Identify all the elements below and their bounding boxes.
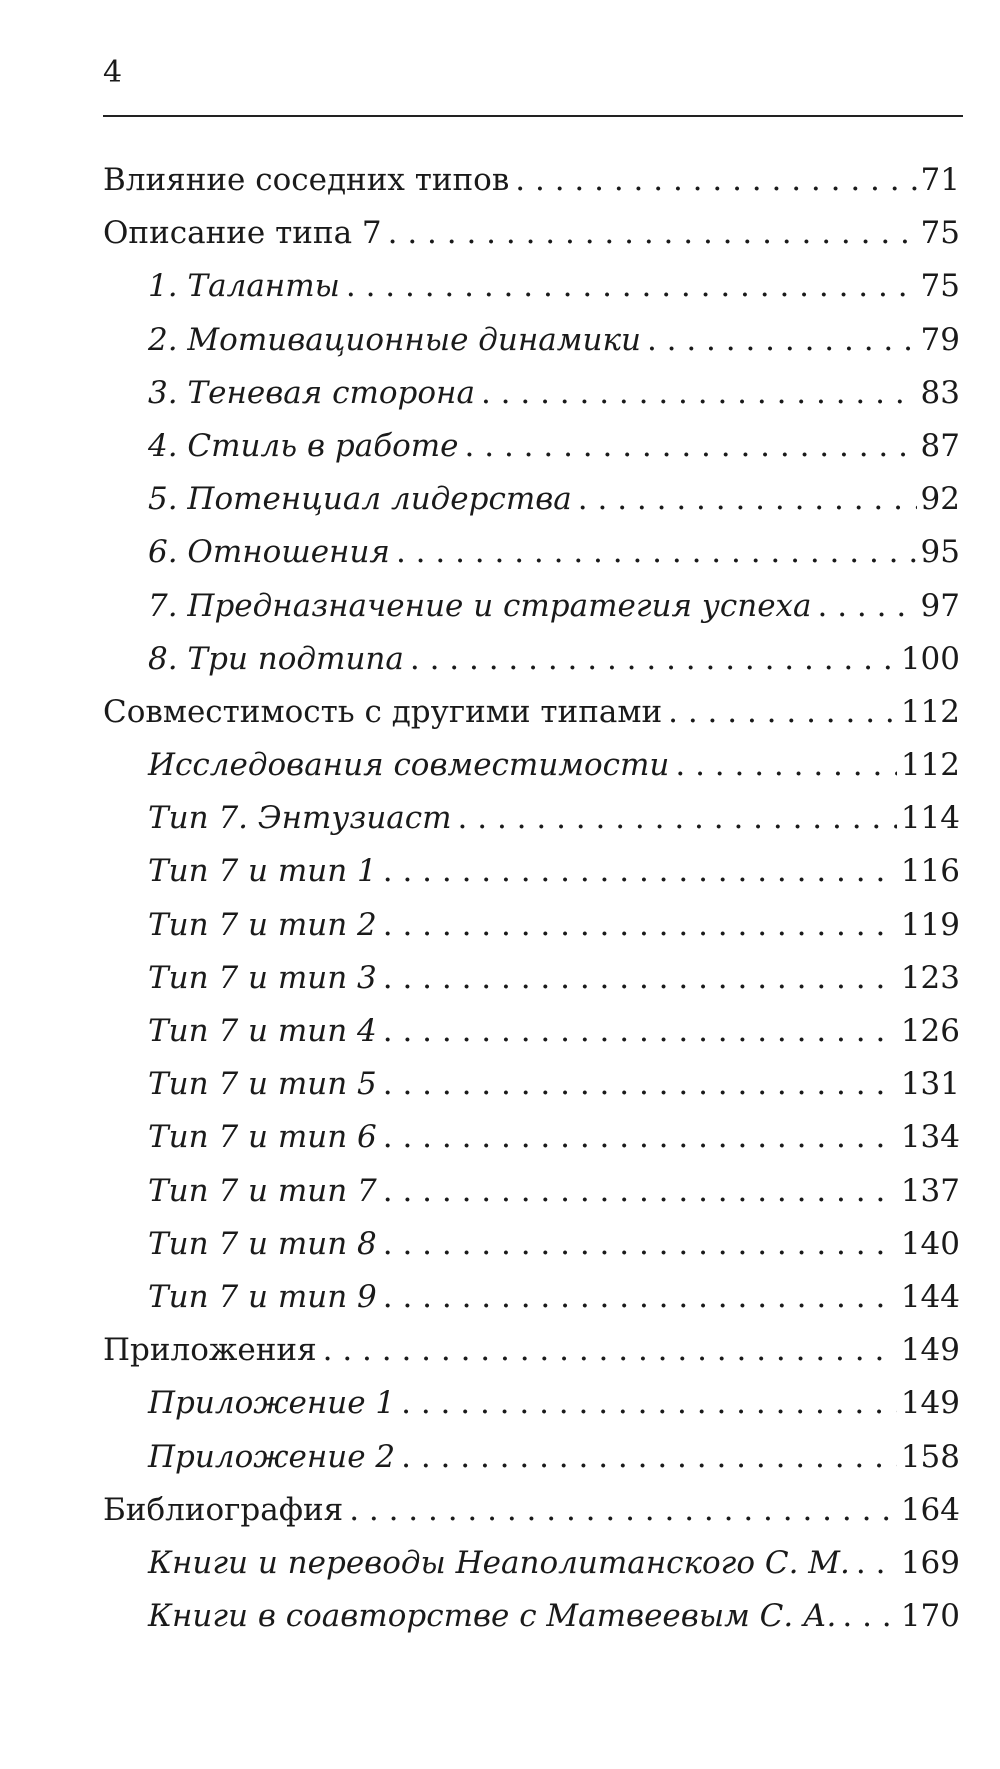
toc-dot-leader (515, 154, 916, 207)
toc-entry[interactable] (103, 1005, 960, 1058)
toc-entry-page-number: 158 (900, 1438, 960, 1475)
toc-entry[interactable] (103, 526, 960, 579)
toc-entry[interactable] (103, 1377, 960, 1430)
toc-entry-title: Библиография (103, 1491, 344, 1528)
toc-entry[interactable] (103, 1218, 960, 1271)
toc-entry-title: Тип 7. Энтузиаст (148, 800, 452, 837)
toc-entry[interactable] (103, 1484, 960, 1537)
toc-dot-leader (383, 952, 897, 1005)
toc-entry[interactable] (103, 207, 960, 260)
toc-entry-title: Влияние соседних типов (103, 162, 510, 198)
toc-entry[interactable] (103, 1058, 960, 1111)
toc-entry-title: Книги в соавторстве с Матвеевым С. А. (148, 1598, 837, 1635)
toc-entry[interactable] (103, 686, 960, 739)
toc-dot-leader (349, 1484, 897, 1537)
table-of-contents (103, 154, 960, 1643)
toc-dot-leader (383, 1111, 897, 1164)
toc-entry-title: 1. Таланты (148, 268, 340, 305)
toc-dot-leader (842, 1590, 896, 1643)
toc-entry-title: Тип 7 и тип 8 (148, 1225, 377, 1262)
toc-entry-title: 3. Теневая сторона (148, 374, 475, 411)
toc-entry-title: Тип 7 и тип 2 (148, 906, 377, 943)
toc-dot-leader (675, 739, 896, 792)
toc-entry[interactable] (103, 473, 960, 526)
toc-entry-page-number: 116 (900, 853, 960, 890)
toc-dot-leader (346, 260, 917, 313)
toc-dot-leader (383, 1165, 897, 1218)
toc-entry-title: 2. Мотивационные динамики (148, 321, 641, 358)
toc-entry-page-number: 137 (900, 1172, 960, 1209)
toc-dot-leader (410, 633, 897, 686)
toc-entry-page-number: 126 (900, 1013, 960, 1049)
toc-entry-page-number: 83 (920, 374, 960, 411)
toc-entry-page-number: 140 (900, 1225, 960, 1262)
toc-entry[interactable] (103, 1431, 960, 1484)
toc-entry[interactable] (103, 739, 960, 792)
page-number: 4 (103, 55, 123, 90)
toc-dot-leader (647, 314, 917, 367)
toc-entry-page-number: 164 (900, 1491, 960, 1528)
toc-entry-title: 5. Потенциал лидерства (148, 481, 572, 518)
toc-entry-title: Тип 7 и тип 5 (148, 1066, 377, 1103)
header-rule (103, 115, 963, 117)
toc-entry-title: Приложение 1 (148, 1385, 396, 1422)
toc-entry-page-number: 149 (900, 1332, 960, 1369)
toc-dot-leader (465, 420, 917, 473)
toc-entry[interactable] (103, 154, 960, 207)
toc-entry-title: Книги и переводы Неаполитанского С. М. (148, 1544, 850, 1581)
toc-entry-title: Исследования совместимости (148, 747, 670, 784)
toc-entry[interactable] (103, 1271, 960, 1324)
toc-entry-page-number: 92 (920, 481, 960, 518)
toc-entry-title: Описание типа 7 (103, 215, 382, 252)
toc-dot-leader (383, 1271, 897, 1324)
toc-entry[interactable] (103, 580, 960, 633)
toc-entry-page-number: 112 (900, 693, 960, 730)
toc-entry[interactable] (103, 1111, 960, 1164)
toc-entry[interactable] (103, 260, 960, 313)
toc-entry-page-number: 123 (900, 959, 960, 996)
toc-entry-title: Тип 7 и тип 4 (148, 1013, 377, 1049)
toc-entry-page-number: 97 (920, 587, 960, 624)
toc-dot-leader (401, 1431, 897, 1484)
toc-dot-leader (818, 580, 917, 633)
toc-entry-page-number: 100 (900, 640, 960, 677)
toc-entry-title: 6. Отношения (148, 534, 390, 571)
toc-dot-leader (401, 1377, 897, 1430)
toc-dot-leader (856, 1537, 897, 1590)
toc-dot-leader (323, 1324, 897, 1377)
toc-entry-page-number: 169 (900, 1544, 960, 1581)
toc-entry-page-number: 144 (900, 1278, 960, 1315)
toc-entry-page-number: 87 (920, 427, 960, 464)
toc-entry-page-number: 95 (920, 534, 960, 571)
toc-entry[interactable] (103, 420, 960, 473)
toc-entry[interactable] (103, 952, 960, 1005)
toc-entry-title: Тип 7 и тип 9 (148, 1278, 377, 1315)
toc-entry-title: Тип 7 и тип 1 (148, 853, 377, 890)
toc-entry-page-number: 114 (900, 800, 960, 837)
toc-dot-leader (383, 1058, 897, 1111)
toc-dot-leader (383, 1005, 897, 1058)
toc-dot-leader (383, 1218, 897, 1271)
toc-dot-leader (388, 207, 917, 260)
toc-dot-leader (383, 845, 897, 898)
toc-entry-page-number: 119 (900, 906, 960, 943)
toc-entry-title: Приложения (103, 1332, 317, 1369)
toc-entry-page-number: 71 (920, 162, 960, 198)
toc-entry[interactable] (103, 1165, 960, 1218)
toc-entry-page-number: 170 (900, 1598, 960, 1635)
toc-entry-title: Тип 7 и тип 3 (148, 959, 377, 996)
toc-entry[interactable] (103, 1537, 960, 1590)
toc-entry[interactable] (103, 1324, 960, 1377)
toc-entry-page-number: 134 (900, 1119, 960, 1156)
toc-entry-page-number: 75 (920, 215, 960, 252)
toc-entry-title: Приложение 2 (148, 1438, 396, 1475)
toc-entry-title: Тип 7 и тип 7 (148, 1172, 377, 1209)
toc-entry[interactable] (103, 792, 960, 845)
toc-entry[interactable] (103, 314, 960, 367)
toc-entry-page-number: 75 (920, 268, 960, 305)
toc-entry-title: Тип 7 и тип 6 (148, 1119, 377, 1156)
toc-dot-leader (578, 473, 917, 526)
toc-entry-title: 4. Стиль в работе (148, 427, 459, 464)
toc-entry-title: Совместимость с другими типами (103, 693, 663, 730)
toc-dot-leader (383, 899, 897, 952)
toc-entry[interactable] (103, 899, 960, 952)
toc-entry-page-number: 112 (900, 747, 960, 784)
toc-entry-title: 7. Предназначение и стратегия успеха (148, 587, 812, 624)
toc-dot-leader (396, 526, 917, 579)
toc-entry-page-number: 131 (900, 1066, 960, 1103)
toc-entry[interactable] (103, 633, 960, 686)
toc-dot-leader (481, 367, 917, 420)
toc-entry-page-number: 149 (900, 1385, 960, 1422)
toc-dot-leader (668, 686, 897, 739)
toc-entry[interactable] (103, 367, 960, 420)
toc-entry[interactable] (103, 845, 960, 898)
toc-entry-page-number: 79 (920, 321, 960, 358)
toc-entry[interactable] (103, 1590, 960, 1643)
toc-dot-leader (458, 792, 897, 845)
toc-entry-title: 8. Три подтипа (148, 640, 404, 677)
